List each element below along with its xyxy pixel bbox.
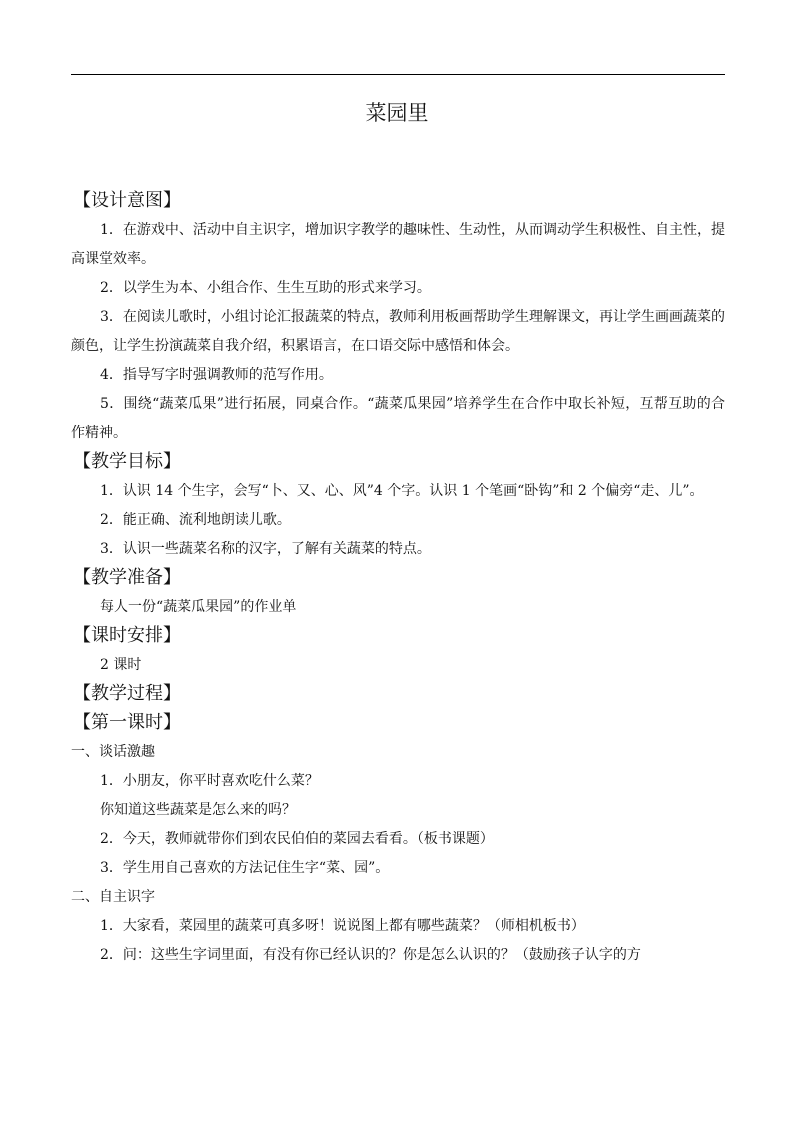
design-item-5: 5．围绕“蔬菜瓜果”进行拓展，同桌合作。“蔬菜瓜果园”培养学生在合作中取长补短，互帮互助的合作精神。 [71, 396, 725, 441]
part2-item-1: 1．大家看，菜园里的蔬菜可真多呀！说说图上都有哪些蔬菜？（师相机板书） [100, 918, 585, 934]
page-title: 菜园里 [365, 101, 429, 125]
schedule-text: 2 课时 [100, 657, 142, 673]
document-body [71, 187, 725, 970]
section-heading-design: 【设计意图】 [73, 190, 181, 211]
part1-item-4: 3．学生用自己喜欢的方法记住生字“菜、园”。 [100, 860, 390, 876]
goal-item-1: 1．认识 14 个生字，会写“卜、又、心、风”4 个字。认识 1 个笔画“卧钩”和 2 个偏旁“走、儿”。 [100, 483, 704, 499]
design-item-3: 3．在阅读儿歌时，小组讨论汇报蔬菜的特点，教师利用板画帮助学生理解课文，再让学生画画蔬菜的颜色，让学生扮演蔬菜自我介绍，积累语言，在口语交际中感悟和体会。 [71, 309, 725, 354]
section-heading-prep: 【教学准备】 [73, 567, 181, 588]
part1-item-3: 2．今天，教师就带你们到农民伯伯的菜园去看看。（板书课题） [100, 831, 494, 847]
section-heading-lesson1: 【第一课时】 [73, 712, 181, 733]
part1-item-1: 1．小朋友，你平时喜欢吃什么菜？ [100, 773, 319, 789]
goal-item-3: 3．认识一些蔬菜名称的汉字，了解有关蔬菜的特点。 [100, 541, 431, 557]
part2-title: 二、自主识字 [71, 889, 155, 905]
section-heading-process: 【教学过程】 [73, 683, 181, 704]
design-item-1: 1．在游戏中、活动中自主识字，增加识字教学的趣味性、生动性，从而调动学生积极性、自主性，提高课堂效率。 [71, 222, 725, 267]
design-item-4: 4．指导写字时强调教师的范写作用。 [100, 367, 333, 383]
design-item-2: 2．以学生为本、小组合作、生生互助的形式来学习。 [100, 280, 431, 296]
header-rule [71, 74, 725, 75]
part1-item-2: 你知道这些蔬菜是怎么来的吗？ [100, 802, 296, 818]
section-heading-schedule: 【课时安排】 [73, 625, 181, 646]
part2-item-2: 2．问：这些生字词里面，有没有你已经认识的？你是怎么认识的？（鼓励孩子认字的方 [100, 947, 641, 963]
prep-text: 每人一份“蔬菜瓜果园”的作业单 [100, 599, 297, 615]
goal-item-2: 2．能正确、流利地朗读儿歌。 [100, 512, 291, 528]
section-heading-goals: 【教学目标】 [73, 451, 181, 472]
part1-title: 一、谈话激趣 [71, 744, 155, 760]
